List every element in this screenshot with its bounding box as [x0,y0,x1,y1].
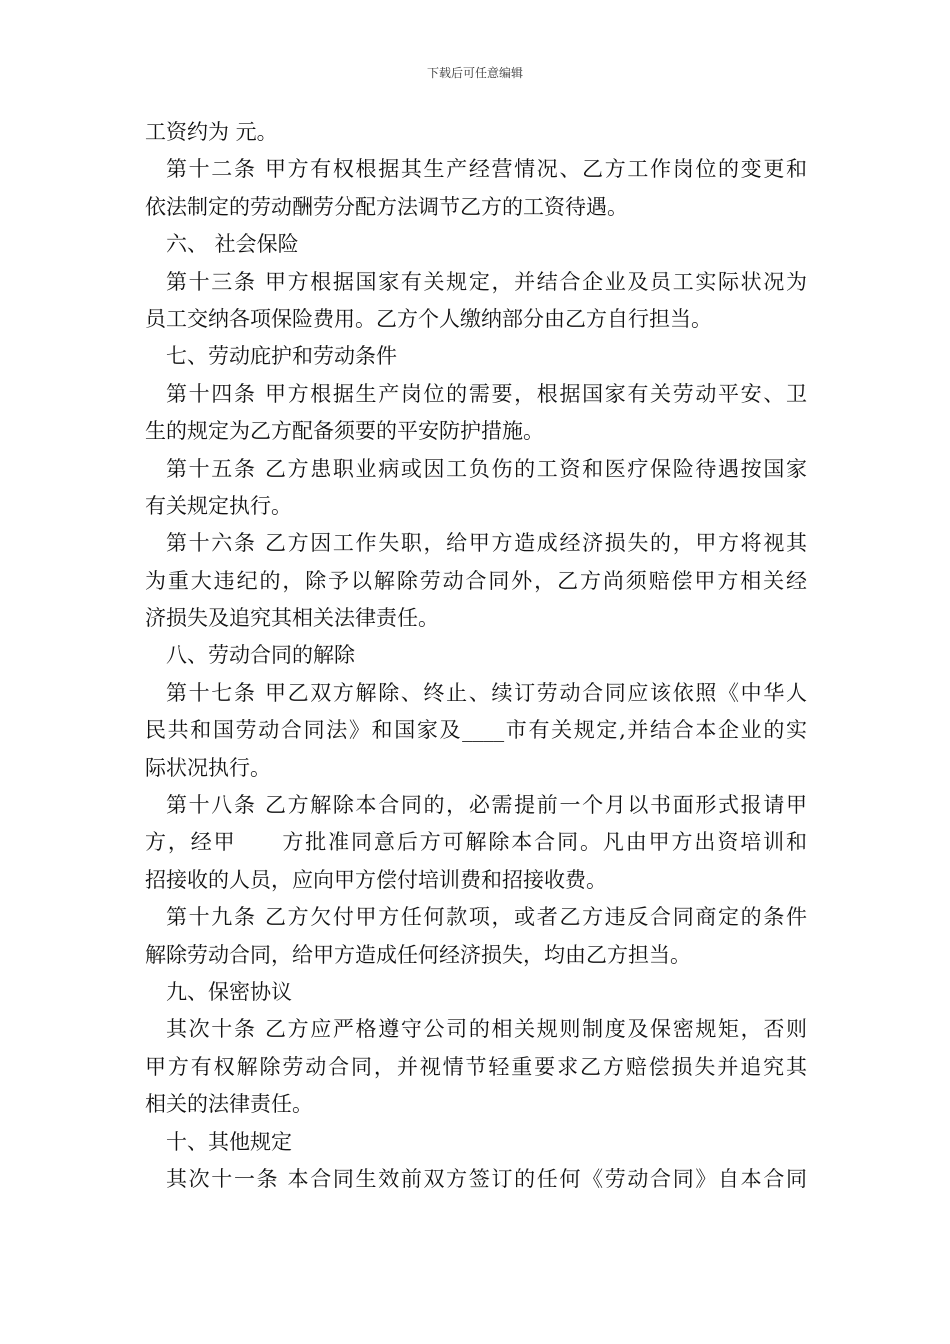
article-12-line-2: 依法制定的劳动酬劳分配方法调节乙方的工资待遇。 [145,194,628,219]
article-16-line-2: 为重大违纪的，除予以解除劳动合同外，乙方尚须赔偿甲方相关经 [145,568,807,593]
article-16-line-3: 济损失及追究其相关法律责任。 [145,606,439,631]
article-14-line-1: 第十四条 甲方根据生产岗位的需要，根据国家有关劳动平安、卫 [166,381,807,406]
article-21-line-1: 其次十一条 本合同生效前双方签订的任何《劳动合同》自本合同 [166,1166,807,1191]
article-13-line-1: 第十三条 甲方根据国家有关规定，并结合企业及员工实际状况为 [166,269,807,294]
article-20-line-2: 甲方有权解除劳动合同，并视情节轻重要求乙方赔偿损失并追究其 [145,1054,807,1079]
article-17-line-3: 际状况执行。 [145,755,271,780]
section-heading-labor-protection: 七、劳动庇护和劳动条件 [166,344,397,369]
article-13-line-2: 员工交纳各项保险费用。乙方个人缴纳部分由乙方自行担当。 [145,306,712,331]
article-20-line-3: 相关的法律责任。 [145,1092,313,1117]
article-17-line-2: 民共和国劳动合同法》和国家及____市有关规定,并结合本企业的实 [145,718,807,743]
article-20-line-1: 其次十条 乙方应严格遵守公司的相关规则制度及保密规矩，否则 [166,1017,807,1042]
section-heading-other-provisions: 十、其他规定 [166,1129,292,1154]
article-16-line-1: 第十六条 乙方因工作失职，给甲方造成经济损失的，甲方将视其 [166,531,807,556]
article-18-line-2: 方，经甲 方批准同意后方可解除本合同。凡由甲方出资培训和 [145,830,807,855]
document-body [145,114,807,1198]
article-19-line-1: 第十九条 乙方欠付甲方任何款项，或者乙方违反合同商定的条件 [166,905,807,930]
article-15-line-2: 有关规定执行。 [145,493,292,518]
article-18-line-3: 招接收的人员，应向甲方偿付培训费和招接收费。 [145,867,607,892]
section-heading-confidentiality: 九、保密协议 [166,979,292,1004]
article-14-line-2: 生的规定为乙方配备须要的平安防护措施。 [145,419,544,444]
article-15-line-1: 第十五条 乙方患职业病或因工负伤的工资和医疗保险待遇按国家 [166,456,807,481]
text-line: 工资约为 元。 [145,120,278,144]
article-17-line-1: 第十七条 甲乙双方解除、终止、续订劳动合同应该依照《中华人 [166,680,807,705]
article-18-line-1: 第十八条 乙方解除本合同的，必需提前一个月以书面形式报请甲 [166,793,807,818]
section-heading-contract-termination: 八、劳动合同的解除 [166,643,355,668]
header-note: 下载后可任意编辑 [426,66,523,80]
article-12-line-1: 第十二条 甲方有权根据其生产经营情况、乙方工作岗位的变更和 [166,157,807,182]
section-heading-social-insurance: 六、 社会保险 [166,232,299,257]
article-19-line-2: 解除劳动合同，给甲方造成任何经济损失，均由乙方担当。 [145,942,691,967]
